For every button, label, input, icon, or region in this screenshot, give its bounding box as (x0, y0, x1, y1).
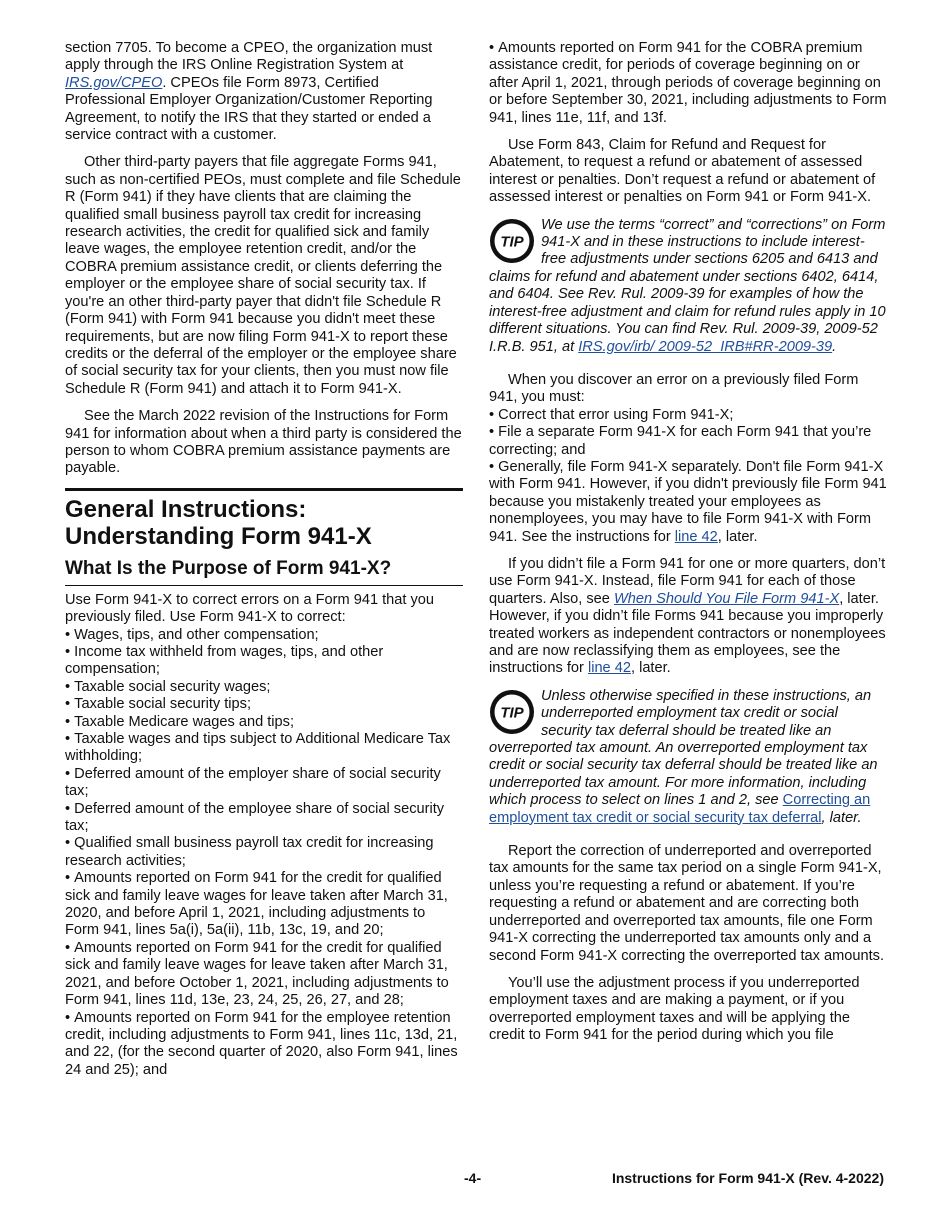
march-revision-paragraph: See the March 2022 revision of the Instructions for Form 941 for information about when a third party is considered the person to whom COBRA premium assistance payments are payable. (65, 408, 462, 477)
list-item: • Income tax withheld from wages, tips, and other compensation; (65, 644, 463, 679)
list-item: • File a separate Form 941-X for each Form 941 that you’re correcting; and (489, 424, 887, 459)
right-column (489, 40, 887, 1055)
list-item: • Taxable social security tips; (65, 696, 463, 713)
tip-box-corrections: TIP We use the terms “correct” and “corrections” on Form 941-X and in these instructions to include interest-free adjustments under sections 6205 and 6413 and claims for refund and abatement under sections 6402, 6414, and 6404. See Rev. Rul. 2009-39 for examples of how the interest-free adjustment and claim for refund rules apply in 10 different situations. You can find Rev. Rul. 2009-39, 2009-52 I.R.B. 951, at IRS.gov/irb/ 2009-52_IRB#RR-2009-39. (489, 216, 886, 355)
purpose-intro: Use Form 941-X to correct errors on a Form 941 that you previously filed. Use Form 941-X to correct: (65, 591, 435, 626)
cpeo-paragraph: section 7705. To become a CPEO, the organization must apply through the IRS Online Registration System at IRS.gov/CPEO. CPEOs file Form 8973, Certified Professional Employer Organization/Customer Reporting Agreement, to notify the IRS that they started or ended a service contract with a customer. (65, 40, 433, 144)
page-number: -4- (464, 1170, 482, 1186)
list-item: • Qualified small business payroll tax credit for increasing research activities; (65, 835, 463, 870)
tip-icon (489, 689, 535, 735)
correction-list (65, 627, 463, 1080)
no-form-941-paragraph: If you didn’t file a Form 941 for one or more quarters, don’t use Form 941-X. Instead, file Form 941 for each of those quarters. Also, see When Should You File Form 941-X, later. However, if you didn’t file Forms 941 because you improperly treated workers as independent contractors or nonemployees and are now reclassifying them as employees, see the instructions for line 42, later. (489, 555, 886, 677)
form-reference: Instructions for Form 941-X (Rev. 4-2022) (611, 1170, 884, 1186)
third-party-paragraph: Other third-party payers that file aggregate Forms 941, such as non-certified PEOs, must complete and file Schedule R (Form 941) if they have clients that are claiming the qualified small business payroll tax credit for increasing research activities, the credit for qualified sick and family leave wages, the employee retention credit, and/or the COBRA premium assistance credit, or clients deferring the employer or the employee share of social security tax. If you're an other third-party payer that didn't file Schedule R (Form 941) with Form 941 because you didn't meet these requirements, but are now filing Form 941-X to report these credits or the deferral of the employer or the employee share of social security tax for your clients, then you must now file Schedule R (Form 941) and attach it to Form 941-X. (65, 154, 461, 397)
form-843-paragraph: Use Form 843, Claim for Refund and Request for Abatement, to request a refund or abatement of assessed interest or penalties. Don’t request a refund or abatement of assessed interest or penalties on Form 941 or Form 941-X. (489, 137, 876, 206)
section-heading: General Instructions: Understanding Form 941-X (65, 495, 372, 550)
list-item: • Taxable wages and tips subject to Additional Medicare Tax withholding; (65, 731, 463, 766)
tip-box-credits: TIP Unless otherwise specified in these instructions, an underreported employment tax credit or social security tax deferral should be treated like an overreported tax amount. An overreported employment tax credit or social security tax deferral should be treated like an underreported tax amount. For more information, including which process to select on lines 1 and 2, see Correcting an employment tax credit or social security tax deferral, later. (489, 687, 878, 826)
list-item: • Wages, tips, and other compensation; (65, 627, 463, 644)
tip-label: TIP (500, 704, 524, 722)
list-item: • Generally, file Form 941-X separately. Don't file Form 941-X with Form 941. However, if you didn't previously file Form 941 because you mistakenly treated your employees as nonemployees, you may have to file Form 941-X with Form 941. See the instructions for line 42, later. (489, 459, 887, 546)
cobra-bullet: • Amounts reported on Form 941 for the COBRA premium assistance credit, for periods of coverage beginning on or after April 1, 2021, through periods of coverage beginning on or before September 30, 2021, including adjustments to Form 941, lines 11e, 11f, and 13f. (489, 40, 887, 127)
irs-irb-link[interactable]: IRS.gov/irb/ 2009-52_IRB#RR-2009-39 (578, 338, 833, 355)
tip-icon (489, 218, 535, 264)
tip-label: TIP (500, 233, 524, 251)
list-item: • Deferred amount of the employer share of social security tax; (65, 766, 463, 801)
list-item: • Deferred amount of the employee share of social security tax; (65, 801, 463, 836)
list-item: • Taxable social security wages; (65, 679, 463, 696)
list-item: • Amounts reported on Form 941 for the employee retention credit, including adjustments to Form 941, lines 11c, 13d, 21, and 22, (for the second quarter of 2020, also Form 941, lines 24 and 25); and (65, 1010, 463, 1080)
section-divider (65, 488, 463, 491)
list-item: • Taxable Medicare wages and tips; (65, 714, 463, 731)
line-42-link[interactable]: line 42 (674, 528, 718, 545)
correcting-credit-link[interactable]: Correcting an employment tax credit or social security tax deferral (489, 792, 871, 826)
line-42-link[interactable]: line 42 (587, 660, 631, 677)
list-item: • Correct that error using Form 941-X; (489, 407, 887, 424)
list-item: • Amounts reported on Form 941 for the credit for qualified sick and family leave wages for leave taken after March 31, 2020, and before April 1, 2021, including adjustments to Form 941, lines 5a(i), 5a(ii), 11b, 13c, 19, and 20; (65, 870, 463, 940)
when-to-file-link[interactable]: When Should You File Form 941-X (613, 590, 840, 607)
report-correction-paragraph: Report the correction of underreported and overreported tax amounts for the same tax period on a single Form 941-X, unless you’re requesting a refund or abatement. If you’re requesting a refund or abatement and are correcting both underreported and overreported tax amounts, file one Form 941-X correcting the underreported tax amounts only and a second Form 941-X correcting the overreported tax amounts. (489, 843, 885, 964)
irs-cpeo-link[interactable]: IRS.gov/CPEO (65, 74, 163, 91)
list-item: • Amounts reported on Form 941 for the credit for qualified sick and family leave wages for leave taken after March 31, 2021, and before October 1, 2021, including adjustments to Form 941, lines 11d, 13e, 23, 24, 25, 26, 27, and 28; (65, 940, 463, 1010)
adjustment-process-paragraph: You’ll use the adjustment process if you underreported employment taxes and are making a payment, or if you overreported employment taxes and will be applying the credit to Form 941 for the period during which you file (489, 974, 860, 1044)
discover-error-paragraph: When you discover an error on a previously filed Form 941, you must: (489, 371, 859, 406)
left-column (65, 40, 463, 1079)
purpose-subheading: What Is the Purpose of Form 941-X? (65, 558, 463, 586)
